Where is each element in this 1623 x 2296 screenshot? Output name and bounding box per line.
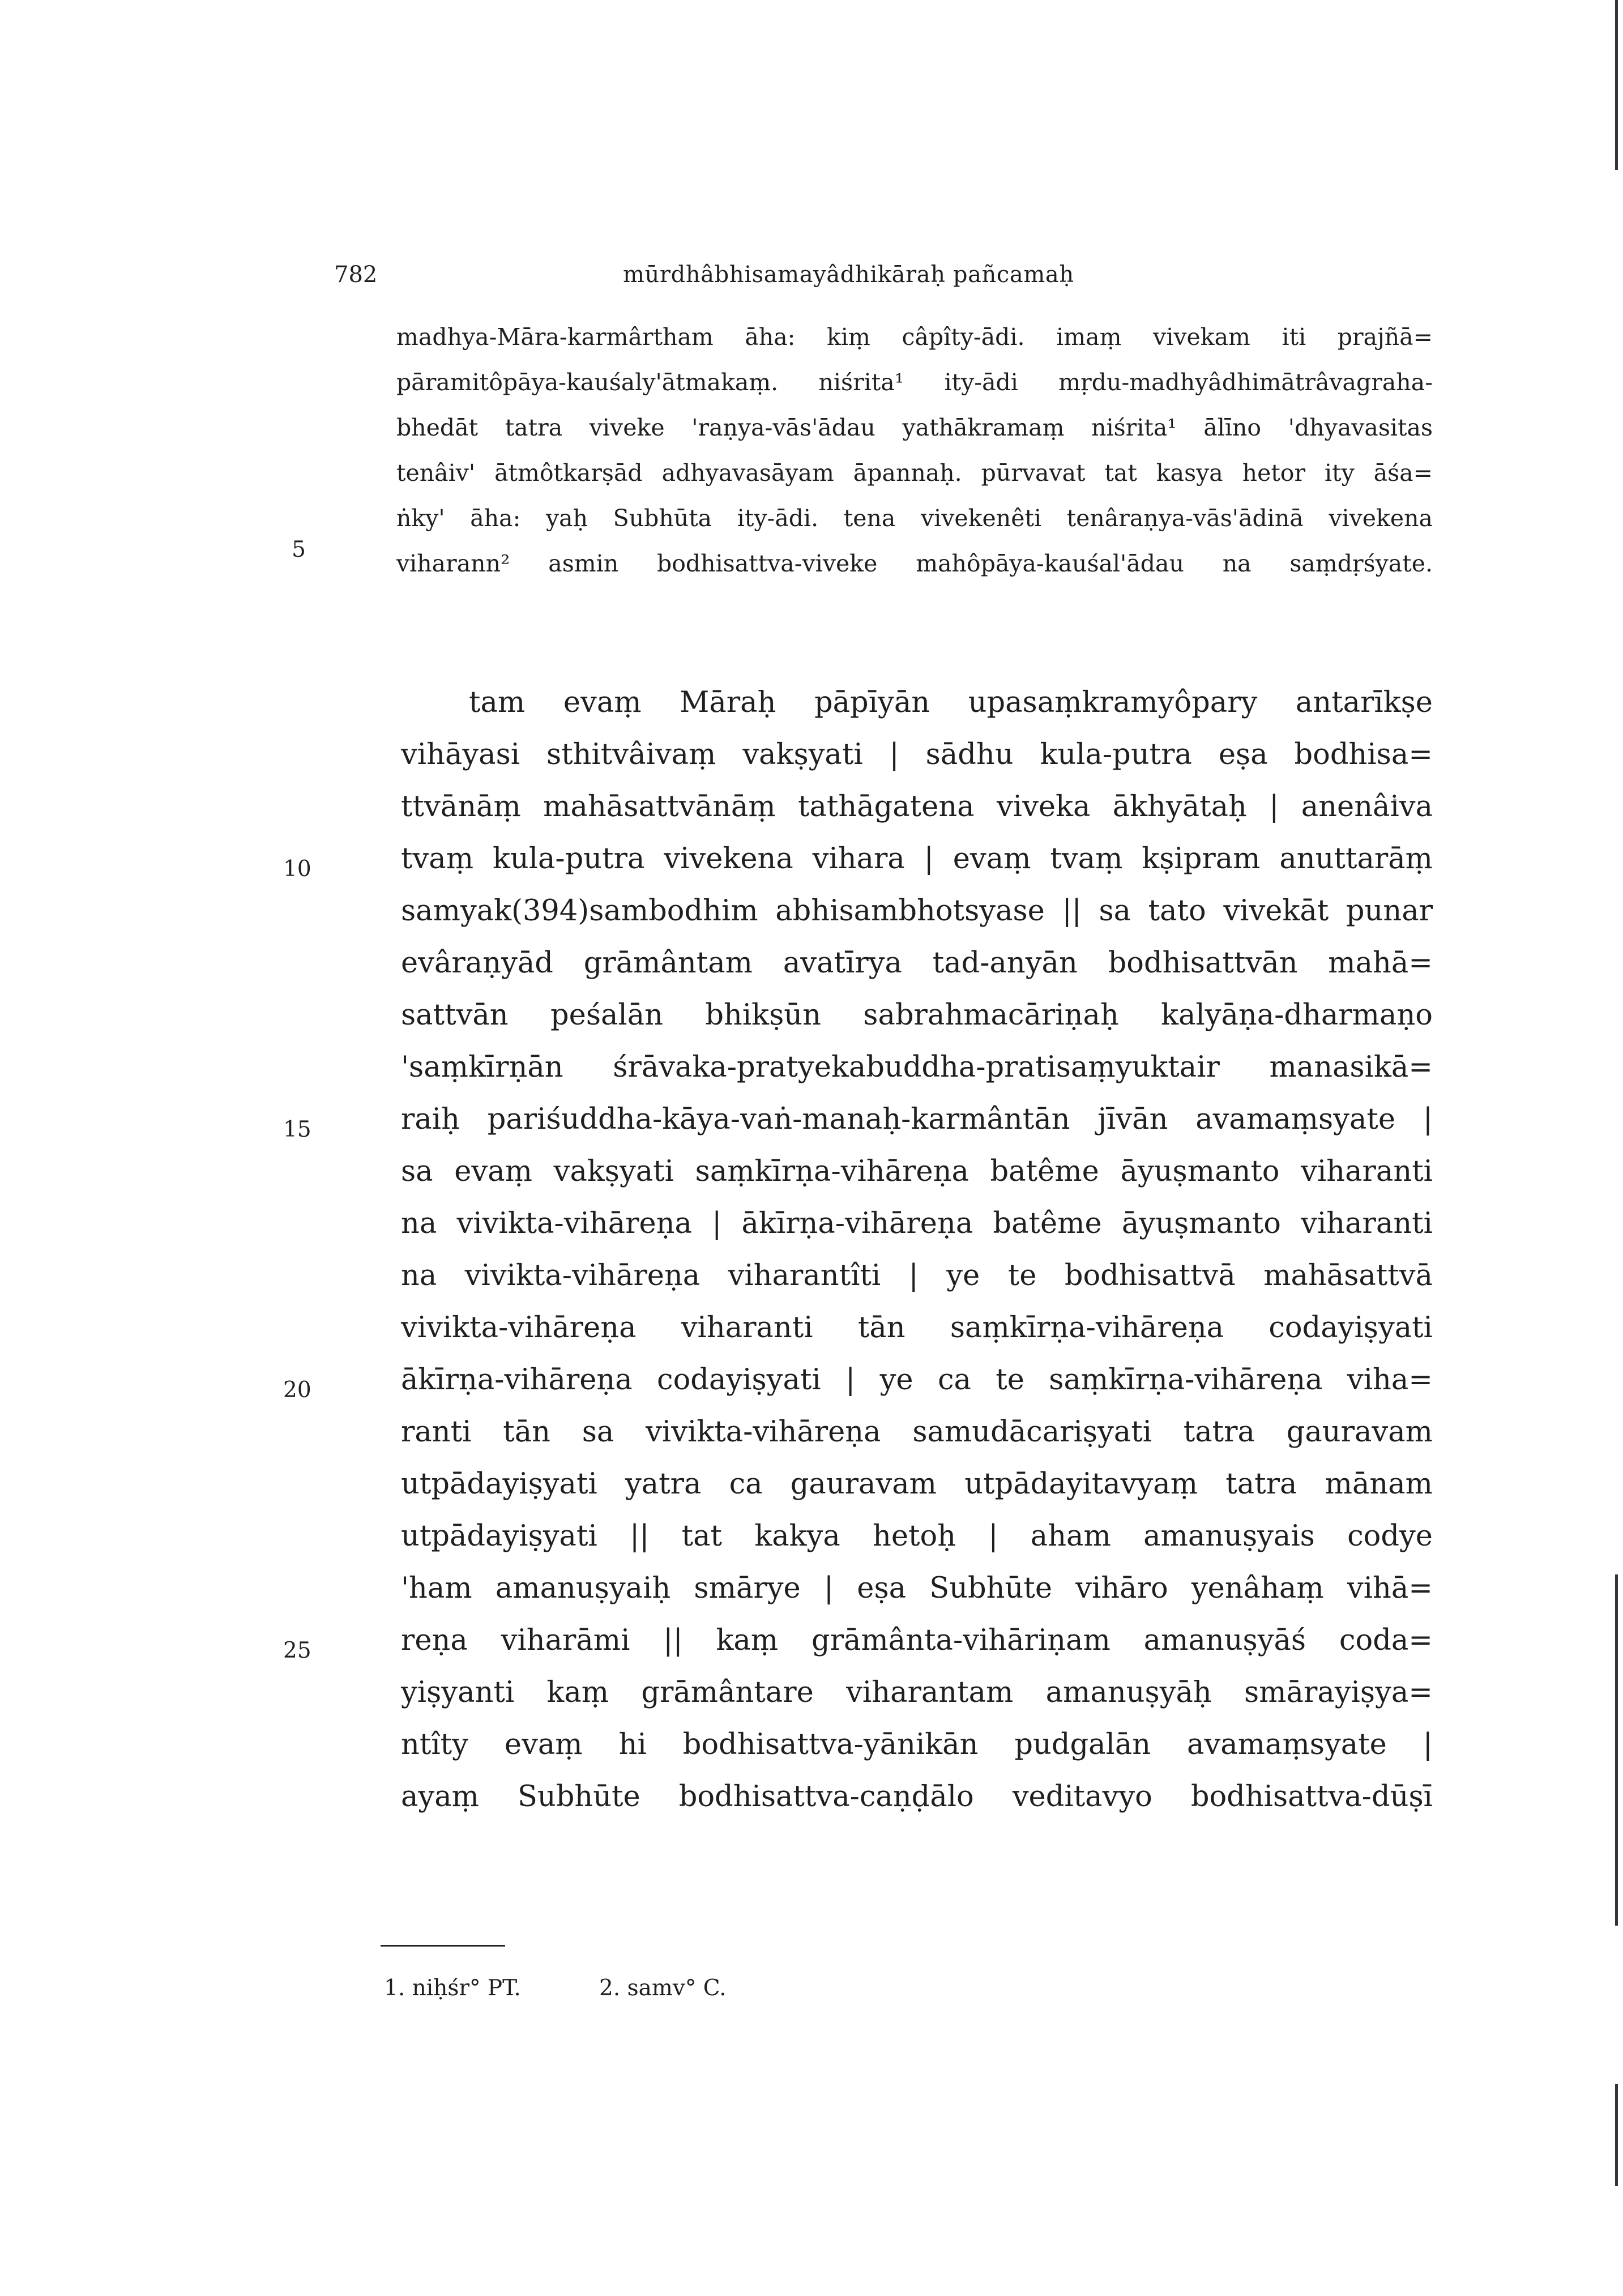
main-line: sattvān peśalān bhikṣūn sabrahmacāriṇaḥ kalyāṇa-dharmaṇo [401, 998, 1433, 1032]
main-line: yiṣyanti kaṃ grāmântare viharantam amanuṣyāḥ smārayiṣya= [401, 1676, 1433, 1709]
scan-edge-line [1615, 0, 1618, 170]
commentary-line: pāramitôpāya-kauśaly'ātmakaṃ. niśrita¹ ity-ādi mṛdu-madhyâdhimātrâvagraha- [396, 369, 1433, 396]
main-line: samyak(394)sambodhim abhisambhotsyase || sa tato vivekāt punar [401, 894, 1433, 928]
running-title: mūrdhâbhisamayâdhikāraḥ pañcamaḥ [623, 262, 1074, 288]
line-number: 25 [283, 1638, 311, 1663]
main-line: vihāyasi sthitvâivaṃ vakṣyati | sādhu kula-putra eṣa bodhisa= [401, 738, 1433, 771]
commentary-line: ṅky' āha: yaḥ Subhūta ity-ādi. tena vivekenêti tenâraṇya-vās'ādinā vivekena [396, 505, 1433, 532]
main-line: utpādayiṣyati || tat kakya hetoḥ | aham amanuṣyais codye [401, 1520, 1433, 1553]
commentary-line: bhedāt tatra viveke 'raṇya-vās'ādau yathākramaṃ niśrita¹ ālīno 'dhyavasitas [396, 414, 1433, 441]
main-line: sa evaṃ vakṣyati saṃkīrṇa-vihāreṇa batême āyuṣmanto viharanti [401, 1155, 1433, 1188]
main-line: ranti tān sa vivikta-vihāreṇa samudācariṣyati tatra gauravam [401, 1415, 1433, 1449]
main-line: evâraṇyād grāmântam avatīrya tad-anyān bodhisattvān mahā= [401, 946, 1433, 980]
main-line: ntîty evaṃ hi bodhisattva-yānikān pudgalān avamaṃsyate | [401, 1728, 1433, 1761]
main-line: na vivikta-vihāreṇa viharantîti | ye te bodhisattvā mahāsattvā [401, 1259, 1433, 1292]
main-line: utpādayiṣyati yatra ca gauravam utpādayitavyaṃ tatra mānam [401, 1467, 1433, 1501]
main-line: tam evaṃ Māraḥ pāpīyān upasaṃkramyôpary antarīkṣe [469, 686, 1433, 719]
main-line: ākīrṇa-vihāreṇa codayiṣyati | ye ca te saṃkīrṇa-vihāreṇa viha= [401, 1363, 1433, 1397]
line-number: 10 [283, 856, 311, 882]
commentary-line: viharann² asmin bodhisattva-viveke mahôpāya-kauśal'ādau na saṃdṛśyate. [396, 550, 1433, 577]
main-line: ttvānāṃ mahāsattvānāṃ tathāgatena viveka ākhyātaḥ | anenâiva [401, 790, 1433, 823]
footnote-2: 2. samv° C. [599, 1975, 727, 2001]
main-line: 'ham amanuṣyaiḥ smārye | eṣa Subhūte vihāro yenâhaṃ vihā= [401, 1572, 1433, 1605]
main-line: vivikta-vihāreṇa viharanti tān saṃkīrṇa-vihāreṇa codayiṣyati [401, 1311, 1433, 1345]
commentary-line: tenâiv' ātmôtkarṣād adhyavasāyam āpannaḥ. pūrvavat tat kasya hetor ity āśa= [396, 459, 1433, 486]
footnote-1: 1. niḥśr° PT. [384, 1975, 521, 2001]
line-number: 5 [292, 537, 306, 562]
page-number: 782 [334, 262, 378, 288]
scan-edge-line [1615, 1574, 1618, 1926]
main-line: ayaṃ Subhūte bodhisattva-caṇḍālo veditavyo bodhisattva-dūṣī [401, 1780, 1433, 1813]
main-line: na vivikta-vihāreṇa | ākīrṇa-vihāreṇa batême āyuṣmanto viharanti [401, 1207, 1433, 1240]
main-line: reṇa viharāmi || kaṃ grāmânta-vihāriṇam amanuṣyāś coda= [401, 1624, 1433, 1657]
scan-edge-line [1615, 2084, 1618, 2186]
main-line: tvaṃ kula-putra vivekena vihara | evaṃ tvaṃ kṣipram anuttarāṃ [401, 842, 1433, 876]
main-line: raiḥ pariśuddha-kāya-vaṅ-manaḥ-karmântān jīvān avamaṃsyate | [401, 1103, 1433, 1136]
footnote-rule [381, 1945, 505, 1947]
line-number: 15 [283, 1117, 311, 1142]
page-header [0, 262, 1623, 301]
commentary-line: madhya-Māra-karmârtham āha: kiṃ câpîty-ādi. imaṃ vivekam iti prajñā= [396, 323, 1433, 351]
main-line: 'saṃkīrṇān śrāvaka-pratyekabuddha-pratisaṃyuktair manasikā= [401, 1051, 1433, 1084]
line-number: 20 [283, 1377, 311, 1403]
